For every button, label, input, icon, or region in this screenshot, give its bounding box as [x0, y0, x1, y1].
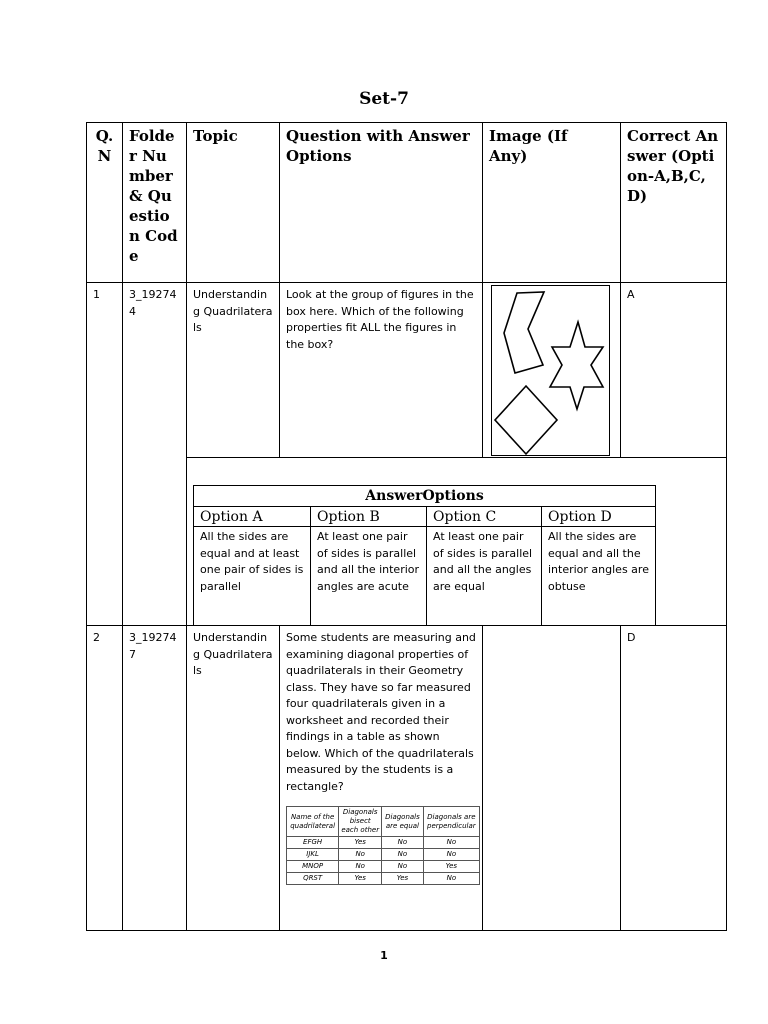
- table-cell: Yes: [339, 873, 382, 885]
- header-image: Image (If Any): [489, 127, 568, 165]
- table-header-cell: Diagonals are equal: [382, 807, 424, 837]
- row1-qn: 1: [93, 288, 100, 301]
- row2-qn: 2: [93, 631, 100, 644]
- header-folder: Folder Number & Question Code: [129, 127, 178, 265]
- column-line: [620, 625, 621, 931]
- option-d-text: All the sides are equal and all the interior angles are obtuse: [548, 530, 649, 593]
- table-cell: Yes: [423, 861, 479, 873]
- diamond-shape: [495, 386, 557, 454]
- option-c-label: Option C: [427, 506, 541, 527]
- row2-folder-code: 3_192747: [129, 631, 177, 661]
- row2-topic: Understanding Quadrilaterals: [193, 631, 273, 677]
- column-line: [482, 122, 483, 458]
- table-cell: MNOP: [287, 861, 339, 873]
- table-cell: No: [382, 837, 424, 849]
- table-row: [287, 861, 480, 873]
- header-question: Question with Answer Options: [286, 127, 470, 165]
- table-cell: No: [382, 861, 424, 873]
- row1-question: Look at the group of figures in the box here. Which of the following properties fit ALL the figures in the box?: [286, 288, 474, 351]
- option-d-column: [541, 506, 655, 625]
- table-row: [287, 837, 480, 849]
- table-cell: No: [423, 837, 479, 849]
- table-header-cell: Diagonals are perpendicular: [423, 807, 479, 837]
- table-cell: Yes: [339, 837, 382, 849]
- table-header-cell: Diagonals bisect each other: [339, 807, 382, 837]
- diagonal-properties-table: [286, 806, 480, 916]
- answer-options-header: AnswerOptions: [365, 488, 484, 504]
- table-cell: QRST: [287, 873, 339, 885]
- row-separator: [186, 457, 727, 458]
- table-border-top: [86, 122, 727, 123]
- option-b-text: At least one pair of sides is parallel and all the interior angles are acute: [317, 530, 420, 593]
- table-border-bottom: [86, 930, 727, 931]
- option-c-column: [426, 506, 541, 625]
- table-cell: No: [339, 849, 382, 861]
- option-d-label: Option D: [542, 506, 655, 527]
- row2-question: Some students are measuring and examining diagonal properties of quadrilaterals in their Geometry class. They have so far measured four quadrilaterals given in a worksheet and recorded their findings in a table as shown below. Which of the quadrilaterals measured by the students is a rectangle?: [286, 631, 476, 793]
- header-qn: Q.N: [95, 127, 114, 165]
- table-header-cell: Name of the quadrilateral: [287, 807, 339, 837]
- row1-figure-image: [491, 285, 610, 456]
- table-cell: No: [339, 861, 382, 873]
- table-cell: Yes: [382, 873, 424, 885]
- table-row: [287, 873, 480, 885]
- option-b-column: [310, 506, 426, 625]
- header-topic: Topic: [193, 127, 238, 145]
- option-c-text: At least one pair of sides is parallel and all the angles are equal: [433, 530, 533, 593]
- table-cell: No: [423, 873, 479, 885]
- row-separator: [86, 282, 727, 283]
- option-b-label: Option B: [311, 506, 426, 527]
- row1-folder-code: 3_192744: [129, 288, 177, 318]
- table-cell: No: [382, 849, 424, 861]
- page-number: 1: [380, 949, 388, 962]
- table-cell: IJKL: [287, 849, 339, 861]
- page-title: Set-7: [359, 89, 409, 109]
- option-a-label: Option A: [194, 506, 310, 527]
- table-row: [287, 849, 480, 861]
- row1-correct-answer: A: [627, 288, 635, 301]
- option-a-column: [194, 506, 310, 625]
- table-border-left: [86, 122, 87, 931]
- table-row: [287, 807, 480, 837]
- header-correct-answer: Correct Answer (Option-A,B,C,D): [627, 127, 719, 205]
- six-point-star-shape: [550, 322, 603, 409]
- option-a-text: All the sides are equal and at least one pair of sides is parallel: [200, 530, 304, 593]
- table-cell: No: [423, 849, 479, 861]
- row1-topic: Understanding Quadrilaterals: [193, 288, 273, 334]
- answer-options-table: [193, 485, 656, 626]
- chevron-hexagon-shape: [504, 292, 544, 373]
- table-border-right: [726, 122, 727, 931]
- column-line: [482, 625, 483, 931]
- table-cell: EFGH: [287, 837, 339, 849]
- column-line: [186, 122, 187, 931]
- row2-correct-answer: D: [627, 631, 636, 644]
